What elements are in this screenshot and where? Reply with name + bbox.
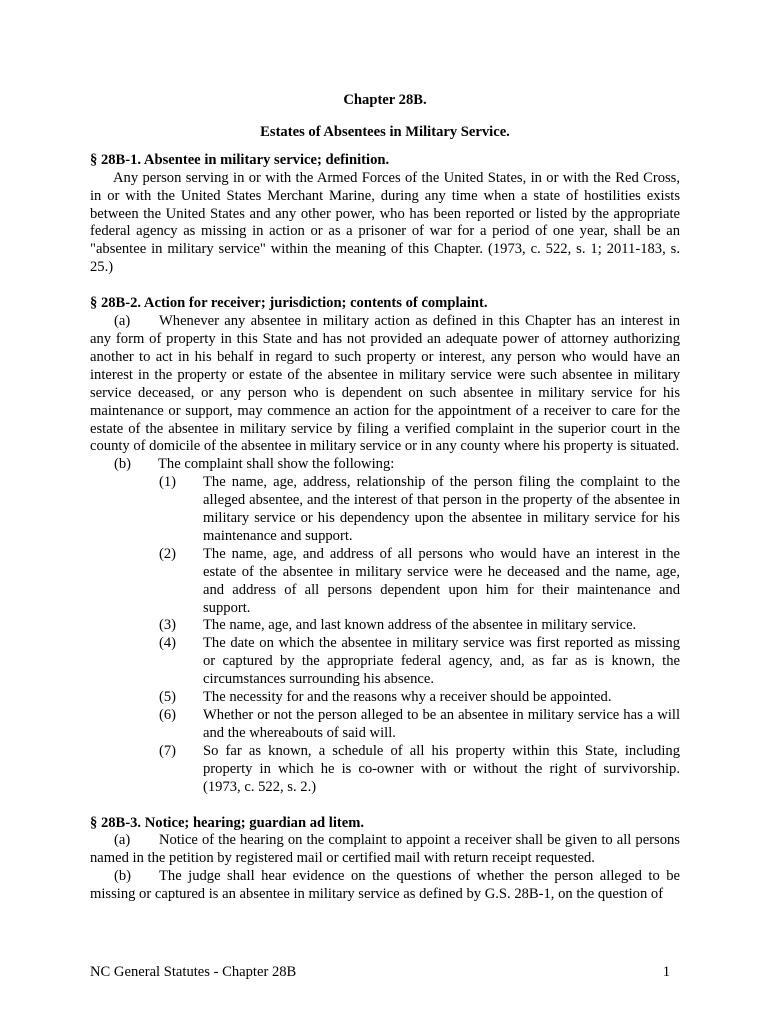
list-item-text: Whether or not the person alleged to be an absentee in military service has a will and the whereabouts of said will. bbox=[203, 707, 680, 741]
list-item-text: The name, age, address, relationship of the person filing the complaint to the alleged absentee, and the interest of that person in the property of the absentee in military service or his dependency upon the absentee in military service for his maintenance and support. bbox=[203, 474, 680, 544]
list-item-number: (5) bbox=[159, 689, 177, 706]
subsection-28b-3-b bbox=[90, 868, 680, 904]
chapter-subtitle: Estates of Absentees in Military Service. bbox=[260, 123, 510, 140]
section-heading-28b-2: § 28B-2. Action for receiver; jurisdiction; contents of complaint. bbox=[90, 295, 488, 312]
subsection-label: (b) bbox=[114, 456, 132, 473]
section-heading-28b-1: § 28B-1. Absentee in military service; definition. bbox=[90, 151, 390, 168]
section-heading-28b-3: § 28B-3. Notice; hearing; guardian ad litem. bbox=[90, 814, 365, 831]
list-item bbox=[90, 546, 680, 618]
list-item-text: The date on which the absentee in military service was first reported as missing or captured by the appropriate federal agency, and, as far as is known, the circumstances surrounding his absence. bbox=[203, 635, 680, 688]
subsection-text: Notice of the hearing on the complaint to appoint a receiver shall be given to all persons named in the petition by registered mail or certified mail with return receipt requested. bbox=[90, 832, 680, 867]
subsection-label: (b) bbox=[114, 868, 132, 885]
list-item bbox=[90, 743, 680, 797]
list-item-number: (7) bbox=[159, 742, 177, 759]
list-item-number: (2) bbox=[159, 545, 177, 562]
list-item bbox=[90, 635, 680, 689]
list-item bbox=[90, 689, 680, 707]
list-item bbox=[90, 707, 680, 743]
subsection-label: (a) bbox=[114, 832, 131, 849]
section-text-28b-1: Any person serving in or with the Armed Forces of the United States, in or with the Red Cross, in or with the United States Merchant Marine, during any time when a state of hostilities exists between the United States and any other power, who has been reported or listed by the appropriate federal agency as missing in action or as a prisoner of war for a period of one year, shall be an "absentee in military service" within the meaning of this Chapter. (1973, c. 522, s. 1; 2011-183, s. 25.) bbox=[90, 169, 680, 276]
list-item-number: (3) bbox=[159, 617, 177, 634]
list-item-number: (6) bbox=[159, 707, 177, 723]
list-item bbox=[90, 617, 680, 635]
document-body bbox=[90, 92, 680, 904]
list-item bbox=[90, 474, 680, 546]
subsection-28b-3-a bbox=[90, 832, 680, 868]
subsection-text: The judge shall hear evidence on the questions of whether the person alleged to be missing or captured is an absentee in military service as defined by G.S. 28B-1, on the question of bbox=[90, 868, 680, 903]
list-item-number: (4) bbox=[159, 635, 177, 652]
page-number: 1 bbox=[662, 964, 670, 980]
subsection-28b-2-b bbox=[90, 456, 680, 474]
subsection-text: Whenever any absentee in military action as defined in this Chapter has an interest in any form of property in this State and has not provided an adequate power of attorney authorizing another to act in his behalf in regard to such property or interest, any person who would have an interest in the property or estate of the absentee in military service were such absentee in military service deceased, or any person who is dependent on such absentee in military service for his maintenance or support, may commence an action for the appointment of a receiver to care for the estate of the absentee in military service by filing a verified complaint in the superior court in the county of domicile of the absentee in military service or in any county where his property is situated. bbox=[90, 313, 680, 455]
list-item-text: The necessity for and the reasons why a receiver should be appointed. bbox=[203, 689, 612, 706]
list-item-text: The name, age, and last known address of the absentee in military service. bbox=[203, 617, 637, 634]
list-item-text: The name, age, and address of all persons who would have an interest in the estate of the absentee in military service were he deceased and the name, age, and address of all persons dependent upon him for their maintenance and support. bbox=[203, 545, 680, 616]
subsection-label: (a) bbox=[114, 313, 131, 330]
complaint-contents-list bbox=[90, 474, 680, 796]
subsection-text: The complaint shall show the following: bbox=[158, 456, 395, 473]
list-item-number: (1) bbox=[159, 474, 177, 491]
list-item-text: So far as known, a schedule of all his property within this State, including property in which he is co-owner with or without the right of survivorship. (1973, c. 522, s. 2.) bbox=[203, 742, 680, 795]
subsection-28b-2-a bbox=[90, 313, 680, 456]
footer-document-title: NC General Statutes - Chapter 28B bbox=[90, 964, 297, 980]
chapter-title: Chapter 28B. bbox=[343, 92, 427, 108]
